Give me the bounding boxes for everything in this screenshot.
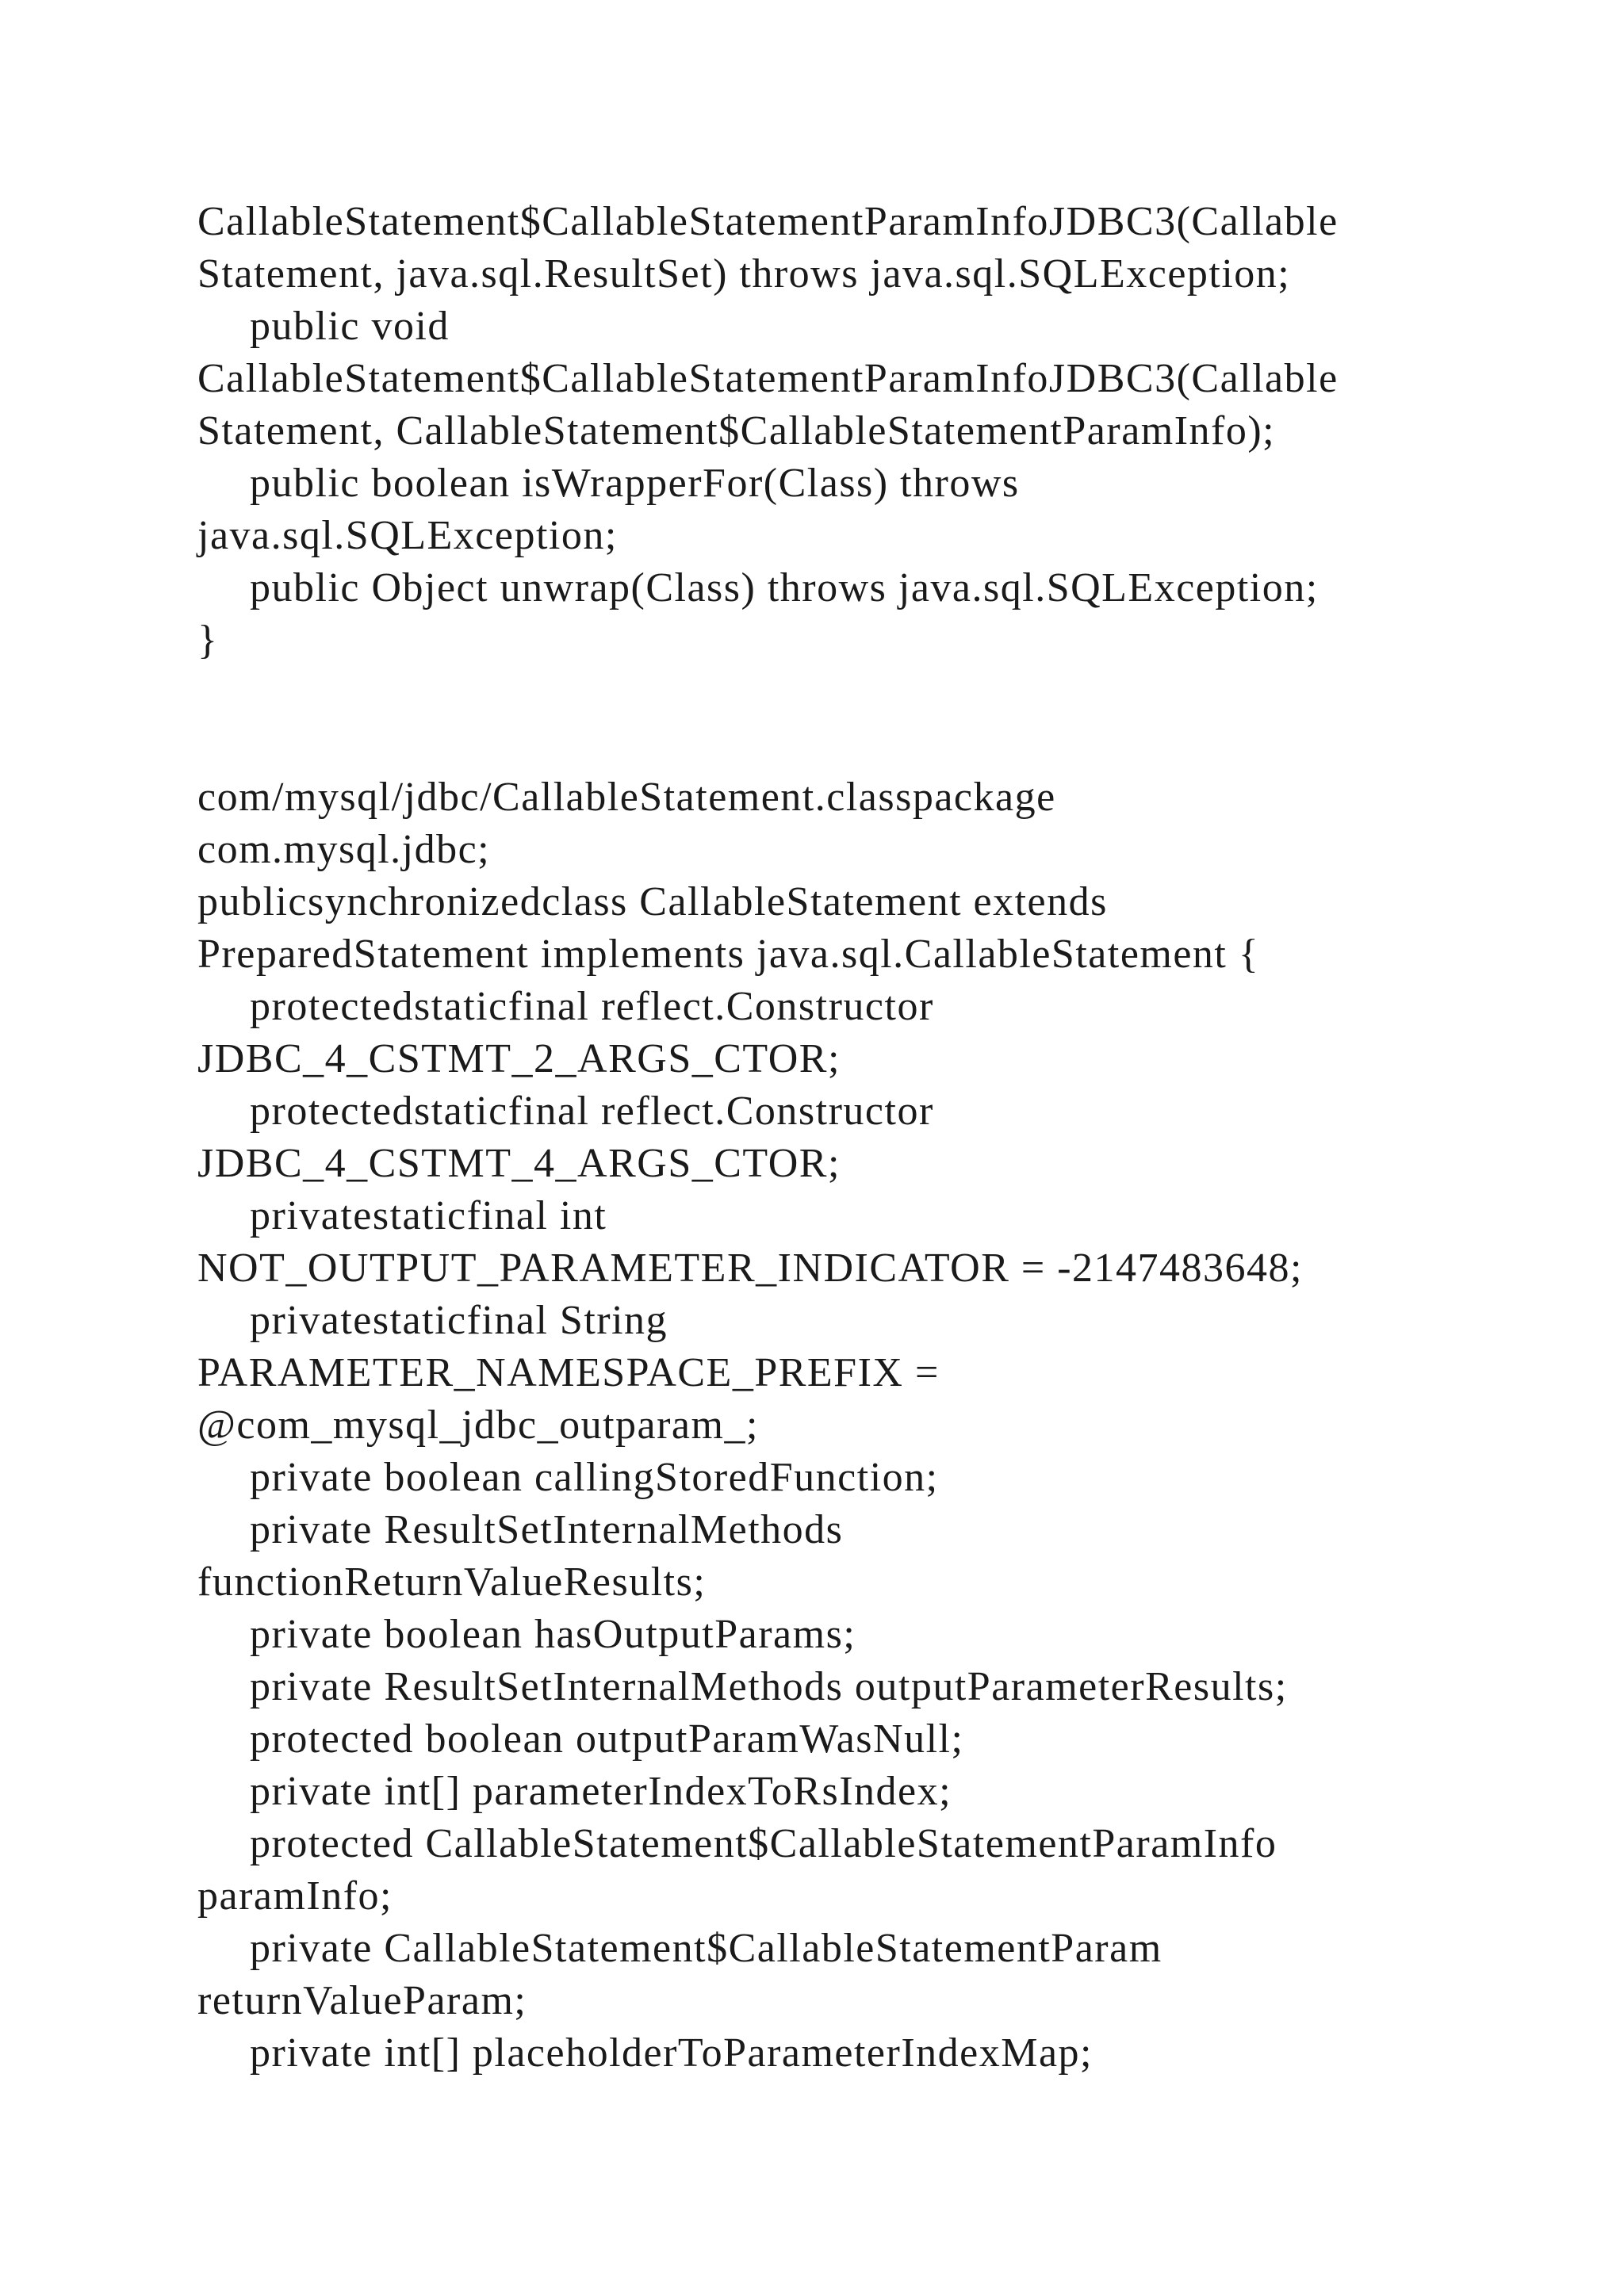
text-line: java.sql.SQLException; [197,513,618,558]
text-line: protectedstaticfinal reflect.Constructor [250,1089,934,1134]
text-line: JDBC_4_CSTMT_4_ARGS_CTOR; [197,1141,841,1186]
text-line: protectedstaticfinal reflect.Constructor [250,984,934,1029]
text-line: private ResultSetInternalMethods [250,1507,844,1552]
text-line: CallableStatement$CallableStatementParamInfoJDBC3(Callable [197,199,1339,244]
text-line: private int[] placeholderToParameterIndexMap; [250,2030,1093,2076]
text-line: private boolean hasOutputParams; [250,1612,856,1657]
text-line: Statement, CallableStatement$CallableStatementParamInfo); [197,408,1276,453]
text-line: NOT_OUTPUT_PARAMETER_INDICATOR = -2147483648; [197,1246,1303,1291]
text-line: PARAMETER_NAMESPACE_PREFIX = [197,1350,940,1395]
text-line: com.mysql.jdbc; [197,827,491,872]
code-block-callable-statement-class [197,771,1434,2080]
code-block-wrapper-methods [197,196,1434,667]
text-line: privatestaticfinal int [250,1193,607,1238]
document-body [197,196,1434,2080]
text-line: protected boolean outputParamWasNull; [250,1716,964,1762]
text-line: com/mysql/jdbc/CallableStatement.classpackage [197,775,1056,820]
text-line: public Object unwrap(Class) throws java.sql.SQLException; [250,565,1319,610]
text-line: Statement, java.sql.ResultSet) throws java.sql.SQLException; [197,251,1291,297]
text-line: publicsynchronizedclass CallableStatement extends [197,879,1108,924]
text-line: paramInfo; [197,1873,393,1919]
text-line: } [197,618,219,663]
text-line: CallableStatement$CallableStatementParamInfoJDBC3(Callable [197,356,1339,401]
text-line: private CallableStatement$CallableStatementParam [250,1926,1162,1971]
text-line: public boolean isWrapperFor(Class) throws [250,461,1020,506]
block-spacer [197,667,1434,771]
text-line: JDBC_4_CSTMT_2_ARGS_CTOR; [197,1036,841,1081]
text-line: private int[] parameterIndexToRsIndex; [250,1769,952,1814]
text-line: returnValueParam; [197,1978,527,2023]
text-line: PreparedStatement implements java.sql.CallableStatement { [197,932,1260,977]
text-line: functionReturnValueResults; [197,1559,707,1605]
text-line: public void [250,304,450,349]
text-line: @com_mysql_jdbc_outparam_; [197,1402,759,1448]
text-line: private boolean callingStoredFunction; [250,1455,939,1500]
text-line: protected CallableStatement$CallableStatementParamInfo [250,1821,1277,1866]
text-line: private ResultSetInternalMethods outputParameterResults; [250,1664,1288,1709]
text-line: privatestaticfinal String [250,1298,668,1343]
